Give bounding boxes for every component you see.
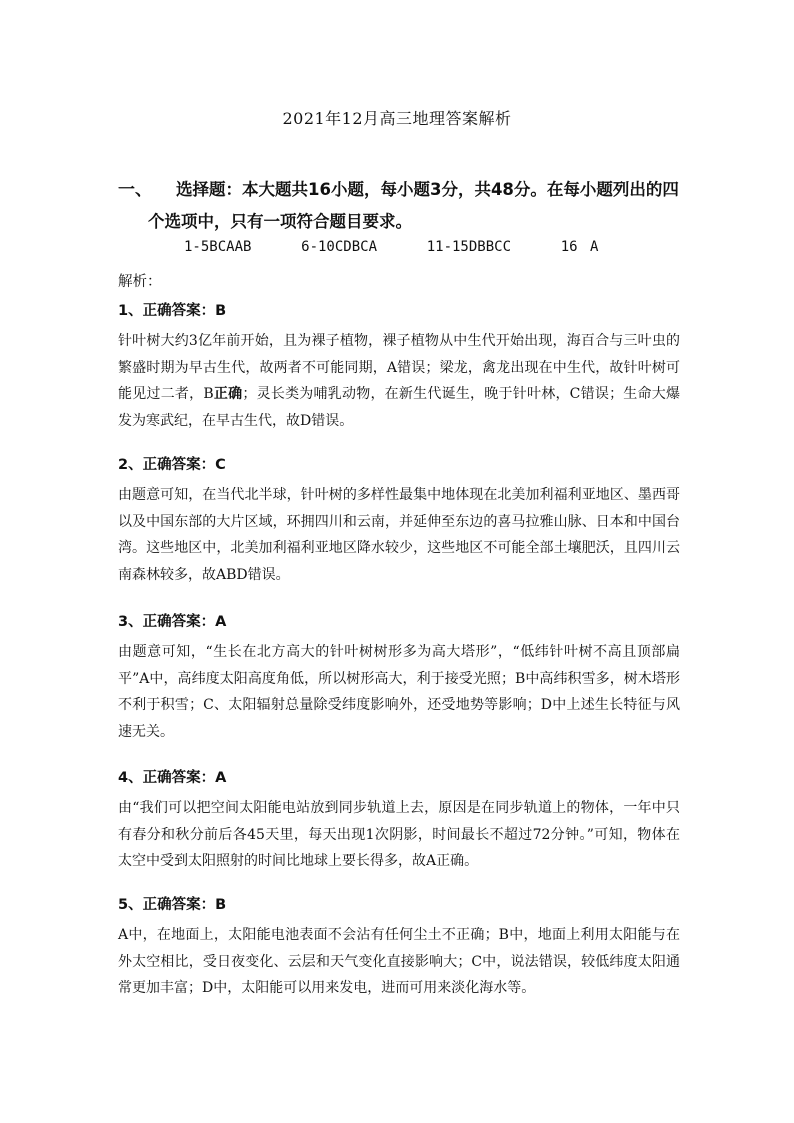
question-1-explanation-bold: 正确 [213, 386, 243, 402]
question-1 [118, 298, 680, 434]
question-3 [118, 609, 680, 745]
section-number: 一、 [118, 180, 152, 200]
question-3-explanation: 由题意可知，“生长在北方高大的针叶树树形多为高大塔形”，“低纬针叶树不高且顶部扁平”A中，高纬度太阳高度角低，所以树形高大，利于接受光照；B中高纬积雪多，树木塔形不利于积雪；C、太阳辐射总量除受纬度影响外，还受地势等影响；D中上述生长特征与风速无关。 [118, 644, 680, 740]
question-1-answer-heading: 1、正确答案：B [118, 303, 227, 319]
question-1-explanation-part2: ；灵长类为哺乳动物，在新生代诞生，晚于针叶林，C错误；生命大爆发为寒武纪，在早古生代，故D错误。 [118, 386, 680, 429]
question-5-answer-heading: 5、正确答案：B [118, 897, 227, 913]
page-title: 2021年12月高三地理答案解析 [282, 109, 512, 128]
question-3-answer-heading: 3、正确答案：A [118, 614, 227, 630]
question-1-explanation [118, 328, 680, 434]
question-5 [118, 892, 680, 1002]
analysis-label: 解析： [118, 274, 162, 290]
answer-key: 1-5BCAAB 6-10CDBCA 11-15DBBCC 16 A [184, 239, 599, 255]
question-4 [118, 765, 680, 875]
question-2-explanation: 由题意可知，在当代北半球，针叶树的多样性最集中地体现在北美加利福利亚地区、墨西哥以及中国东部的大片区域，环拥四川和云南，并延伸至东边的喜马拉雅山脉、日本和中国台湾。这些地区中，北美加利福利亚地区降水较少，这些地区不可能全部土壤肥沃，且四川云南森林较多，故ABD错误。 [118, 487, 680, 583]
question-4-answer-heading: 4、正确答案：A [118, 770, 227, 786]
question-4-explanation: 由“我们可以把空间太阳能电站放到同步轨道上去，原因是在同步轨道上的物体，一年中只有春分和秋分前后各45天里，每天出现1次阴影，时间最长不超过72分钟。”可知，物体在太空中受到太阳照射的时间比地球上要长得多，故A正确。 [118, 800, 680, 869]
question-2-answer-heading: 2、正确答案：C [118, 457, 226, 473]
question-5-explanation: A中，在地面上，太阳能电池表面不会沾有任何尘土不正确；B中，地面上利用太阳能与在外太空相比，受日夜变化、云层和天气变化直接影响大；C中，说法错误，较低纬度太阳通常更加丰富；D中，太阳能可以用来发电，进而可用来淡化海水等。 [118, 927, 680, 996]
question-1-explanation-part1: 针叶树大约3亿年前开始，且为裸子植物，裸子植物从中生代开始出现，海百合与三叶虫的繁盛时期为早古生代，故两者不可能同期，A错误；梁龙，禽龙出现在中生代，故针叶树可能见过二者，B [118, 333, 680, 402]
section-instruction-line1: 选择题：本大题共16小题，每小题3分，共48分。在每小题列出的四 [176, 180, 679, 199]
question-2 [118, 452, 680, 588]
section-instruction-line2: 个选项中，只有一项符合题目要求。 [148, 212, 412, 231]
